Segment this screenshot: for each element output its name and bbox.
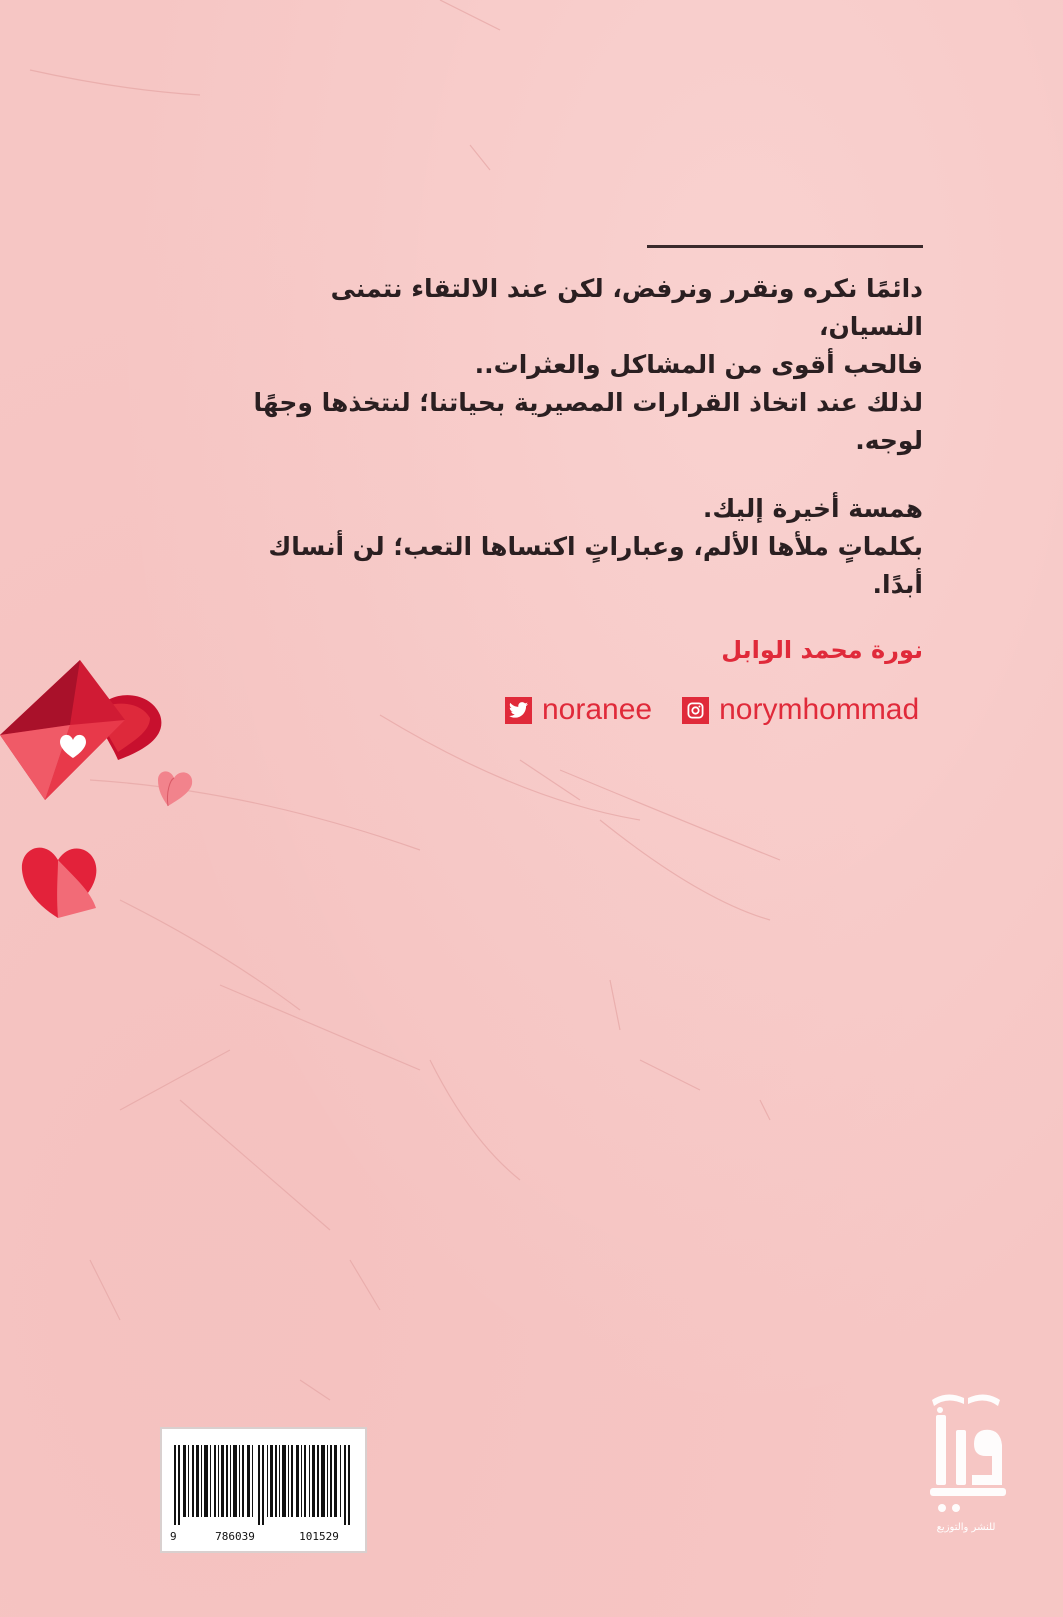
isbn-digit-group: 9: [170, 1530, 177, 1543]
social-handles: [505, 690, 919, 730]
book-logo-icon: [912, 1370, 1020, 1520]
publisher-logo: [912, 1370, 1020, 1550]
isbn-digit-group: 101529: [299, 1530, 339, 1543]
heart-icon: [22, 848, 97, 918]
publisher-tagline: للنشر والتوزيع: [936, 1522, 996, 1533]
blurb-line: فالحب أقوى من المشاكل والعثرات..: [474, 350, 923, 379]
blurb-line: دائمًا نكره ونقرر ونرفض، لكن عند الالتقاء نتمنى النسيان،: [330, 274, 923, 341]
blurb-line: همسة أخيرة إليك.: [702, 494, 923, 523]
back-cover-blurb: [223, 270, 923, 604]
divider-line: [647, 245, 923, 248]
isbn-digit-group: 786039: [215, 1530, 255, 1543]
heart-icon: [158, 771, 192, 806]
envelope-icon: [0, 660, 125, 800]
blurb-line: لذلك عند اتخاذ القرارات المصيرية بحياتنا؛ لنتخذها وجهًا لوجه.: [253, 388, 923, 455]
instagram-icon: [682, 697, 709, 724]
love-letter-hearts-illustration: [0, 660, 220, 940]
author-name: نورة محمد الوابل: [721, 636, 923, 664]
instagram-handle-text: norymhommad: [719, 693, 920, 726]
twitter-handle: [505, 693, 652, 727]
barcode-bars: [174, 1445, 356, 1525]
twitter-icon: [505, 697, 532, 724]
isbn-digits: [170, 1530, 360, 1543]
blurb-line: بكلماتٍ ملأها الألم، وعباراتٍ اكتساها التعب؛ لن أنساك أبدًا.: [268, 532, 923, 599]
instagram-handle: [682, 693, 919, 727]
twitter-handle-text: noranee: [542, 693, 653, 726]
isbn-barcode: [160, 1427, 367, 1553]
